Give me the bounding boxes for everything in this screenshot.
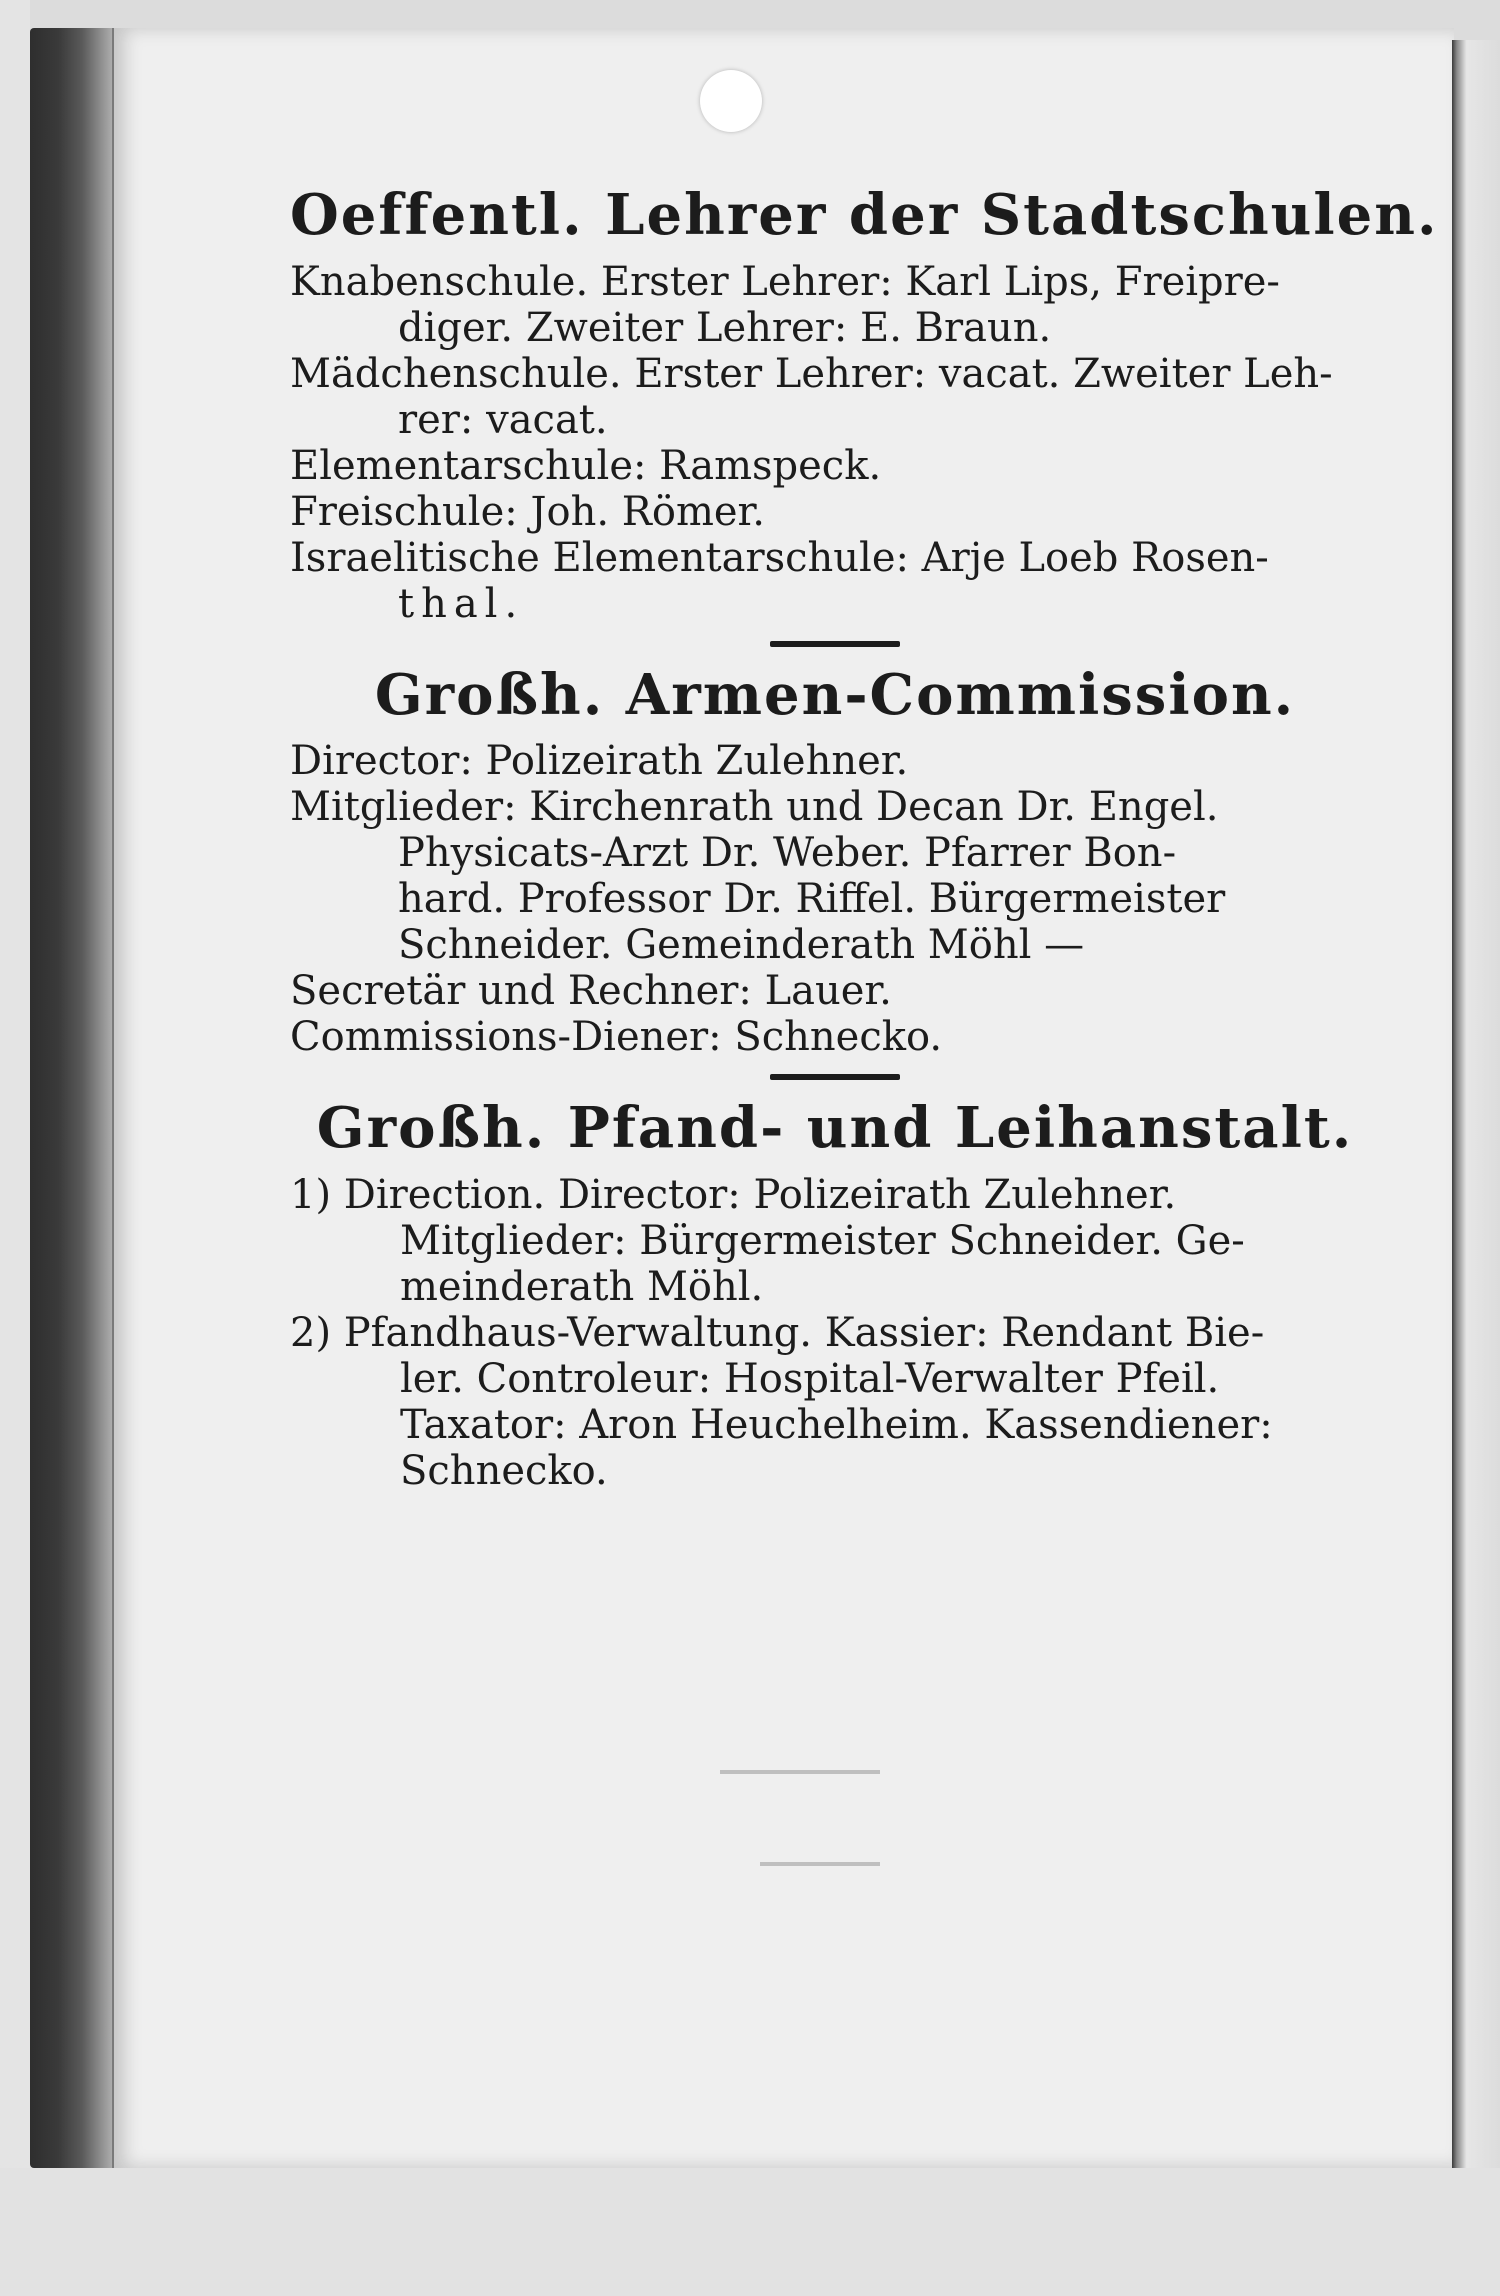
text-line: Commissions-Diener: Schnecko. [290,1014,943,1061]
text-line: thal. [398,580,525,627]
section-divider [770,641,900,647]
text-line: Mädchenschule. Erster Lehrer: vacat. Zweiter Leh- [290,350,1333,397]
section-heading-poor-commission: Großh. Armen-Commission. [374,661,1296,728]
text-line: Knabenschule. Erster Lehrer: Karl Lips, Freipre- [290,258,1280,305]
text-line: Physicats-Arzt Dr. Weber. Pfarrer Bon- [398,830,1177,877]
text-line: diger. Zweiter Lehrer: E. Braun. [398,304,1052,351]
text-line: Secretär und Rechner: Lauer. [290,968,892,1015]
text-line: hard. Professor Dr. Riffel. Bürgermeister [398,876,1226,923]
text-line: Taxator: Aron Heuchelheim. Kassendiener: [400,1401,1273,1448]
section-heading-pawn-institution: Großh. Pfand- und Leihanstalt. [316,1095,1354,1162]
text-line: Israelitische Elementarschule: Arje Loeb Rosen- [290,534,1269,581]
facing-page-edge [1452,40,1500,2260]
text-line: Mitglieder: Bürgermeister Schneider. Ge- [400,1217,1245,1264]
text-line: Elementarschule: Ramspeck. [290,442,882,489]
text-line: ler. Controleur: Hospital-Verwalter Pfeil. [400,1355,1220,1402]
page-content [290,182,1439,1494]
book-spine-shadow [30,28,125,2168]
text-line: Mitglieder: Kirchenrath und Decan Dr. Engel. [290,784,1219,831]
section-heading-teachers: Oeffentl. Lehrer der Stadtschulen. [290,182,1439,248]
background-bottom [0,2168,1500,2296]
section-divider [770,1074,900,1080]
text-line: rer: vacat. [398,396,608,443]
bleed-through-rule [760,1862,880,1866]
text-line: Schnecko. [400,1447,608,1494]
text-line: 2) Pfandhaus-Verwaltung. Kassier: Rendant Bie- [290,1309,1265,1356]
bleed-through-rule [720,1770,880,1774]
text-line: 1) Direction. Director: Polizeirath Zulehner. [290,1171,1177,1218]
text-line: meinderath Möhl. [400,1263,764,1310]
background-left [0,0,30,2296]
punch-hole [700,70,762,132]
text-line: Freischule: Joh. Römer. [290,488,765,535]
text-line: Schneider. Gemeinderath Möhl — [398,922,1085,969]
text-line: Director: Polizeirath Zulehner. [290,738,909,785]
